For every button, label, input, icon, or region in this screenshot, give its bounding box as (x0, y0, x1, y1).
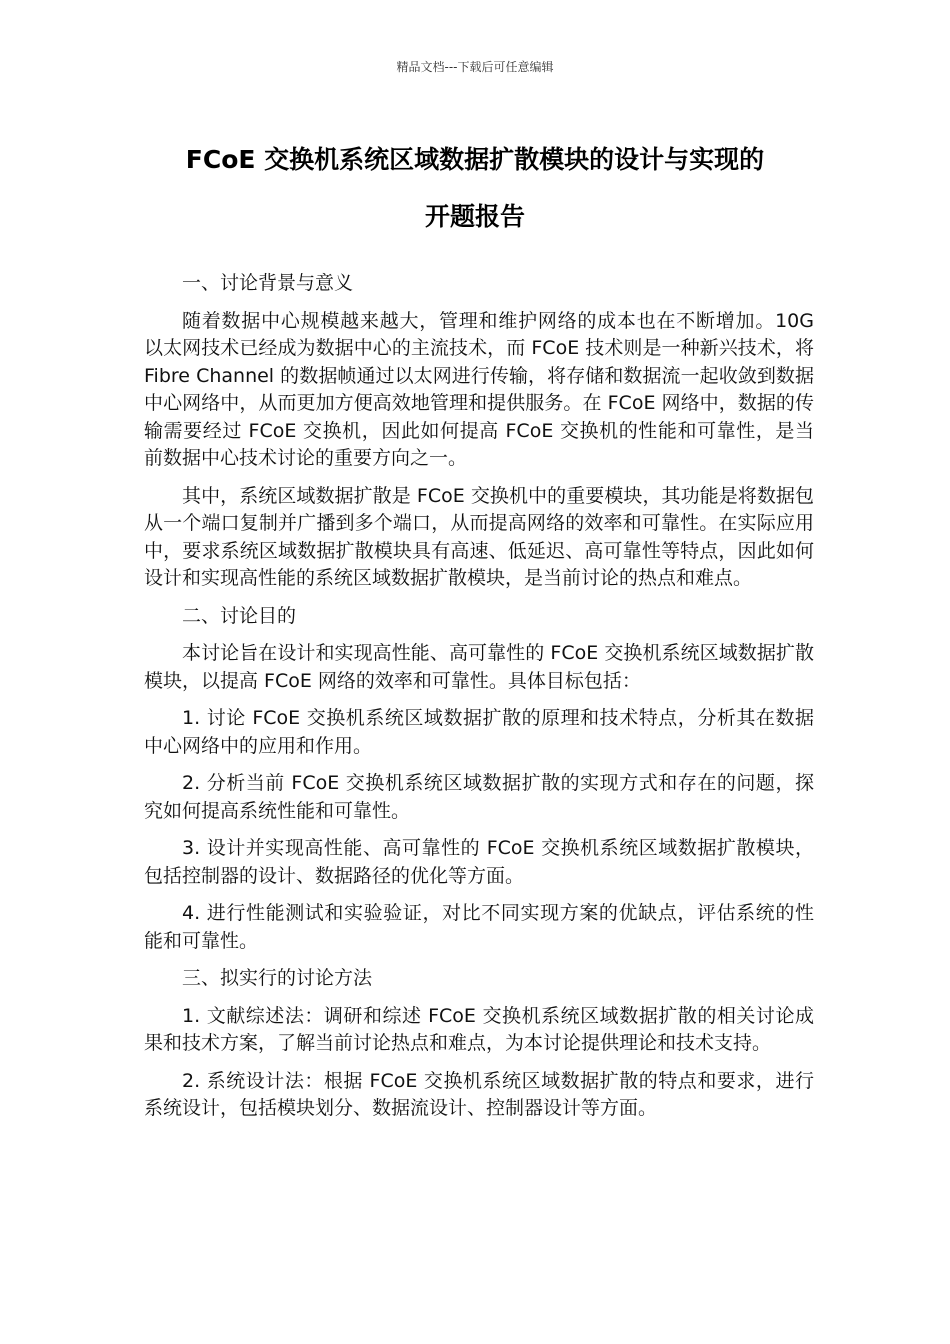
section-heading-background: 一、讨论背景与意义 (182, 272, 354, 294)
section-heading-methods: 三、拟实行的讨论方法 (182, 967, 373, 989)
paragraph-background-2: 其中，系统区域数据扩散是 FCoE 交换机中的重要模块，其功能是将数据包从一个端口复制并广播到多个端口，从而提高网络的效率和可靠性。在实际应用中，要求系统区域数据扩散模块具有高速、低延迟、高可靠性等特点，因此如何设计和实现高性能的系统区域数据扩散模块，是当前讨论的热点和难点。 (144, 484, 814, 589)
document-title-line1: FCoE 交换机系统区域数据扩散模块的设计与实现的 (185, 145, 765, 174)
document-title-line2: 开题报告 (424, 202, 525, 231)
list-item-purpose-3: 3. 设计并实现高性能、高可靠性的 FCoE 交换机系统区域数据扩散模块，包括控制器的设计、数据路径的优化等方面。 (144, 837, 814, 887)
paragraph-background-1: 随着数据中心规模越来越大，管理和维护网络的成本也在不断增加。10G 以太网技术已经成为数据中心的主流技术，而 FCoE 技术则是一种新兴技术，将 Fibre Channel 的数据帧通过以太网进行传输，将存储和数据流一起收敛到数据中心网络中，从而更加方便高效地管理和提供服务。在 FCoE 网络中，数据的传输需要经过 FCoE 交换机，因此如何提高 FCoE 交换机的性能和可靠性，是当前数据中心技术讨论的重要方向之一。 (144, 309, 814, 469)
page-header: 精品文档---下载后可任意编辑 (396, 60, 554, 74)
list-item-method-2: 2. 系统设计法：根据 FCoE 交换机系统区域数据扩散的特点和要求，进行系统设计，包括模块划分、数据流设计、控制器设计等方面。 (144, 1069, 814, 1119)
section-heading-purpose: 二、讨论目的 (182, 604, 297, 627)
list-item-method-1: 1. 文献综述法：调研和综述 FCoE 交换机系统区域数据扩散的相关讨论成果和技术方案，了解当前讨论热点和难点，为本讨论提供理论和技术支持。 (144, 1004, 814, 1054)
document-body (144, 270, 814, 1133)
list-item-purpose-2: 2. 分析当前 FCoE 交换机系统区域数据扩散的实现方式和存在的问题，探究如何提高系统性能和可靠性。 (144, 772, 814, 822)
paragraph-purpose-intro: 本讨论旨在设计和实现高性能、高可靠性的 FCoE 交换机系统区域数据扩散模块，以提高 FCoE 网络的效率和可靠性。具体目标包括： (144, 642, 814, 692)
list-item-purpose-4: 4. 进行性能测试和实验验证，对比不同实现方案的优缺点，评估系统的性能和可靠性。 (144, 902, 814, 952)
list-item-purpose-1: 1. 讨论 FCoE 交换机系统区域数据扩散的原理和技术特点，分析其在数据中心网络中的应用和作用。 (144, 707, 814, 757)
